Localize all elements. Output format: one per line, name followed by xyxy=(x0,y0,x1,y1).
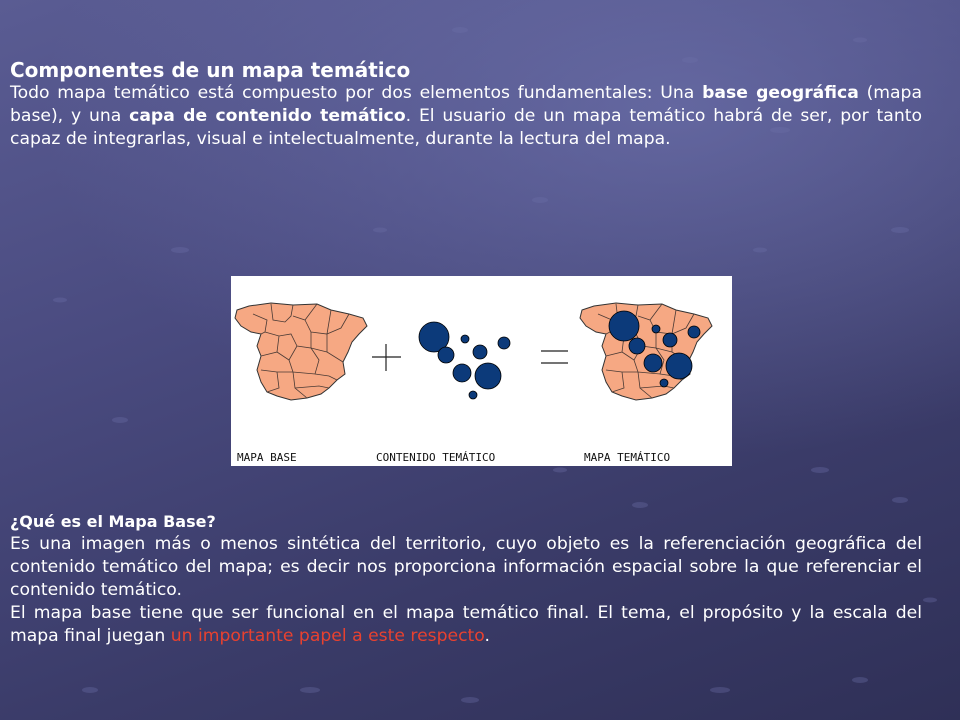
thematic-content-symbols xyxy=(419,322,510,399)
section-paragraph: Todo mapa temático está compuesto por dos elementos fundamentales: Una base geográfica (mapa base), y una capa de contenido temático. El usuario de un mapa temático habrá de ser, por tanto capaz de integrarlas, visual e intelectualmente, durante la lectura del mapa. xyxy=(10,83,922,149)
equals-icon xyxy=(541,351,568,363)
maps-figure xyxy=(231,276,732,466)
label-thematic-content: CONTENIDO TEMÁTICO xyxy=(376,451,496,464)
section-base-map xyxy=(10,511,922,648)
section-components xyxy=(10,58,922,151)
label-thematic-map: MAPA TEMÁTICO xyxy=(584,451,671,464)
section-paragraph: Es una imagen más o menos sintética del territorio, cuyo objeto es la referenciación geográfica del contenido temático del mapa; es decir nos proporciona información espacial sobre la que referenciar el contenido temático. xyxy=(10,534,922,600)
thematic-map xyxy=(580,303,712,400)
plus-icon xyxy=(372,344,401,371)
base-map xyxy=(235,303,367,400)
label-base-map: MAPA BASE xyxy=(237,451,297,464)
section-title: ¿Qué es el Mapa Base? xyxy=(10,512,216,531)
section-title: Componentes de un mapa temático xyxy=(10,58,411,82)
section-paragraph-2: El mapa base tiene que ser funcional en el mapa temático final. El tema, el propósito y la escala del mapa final juegan un importante papel a este respecto. xyxy=(10,603,922,646)
